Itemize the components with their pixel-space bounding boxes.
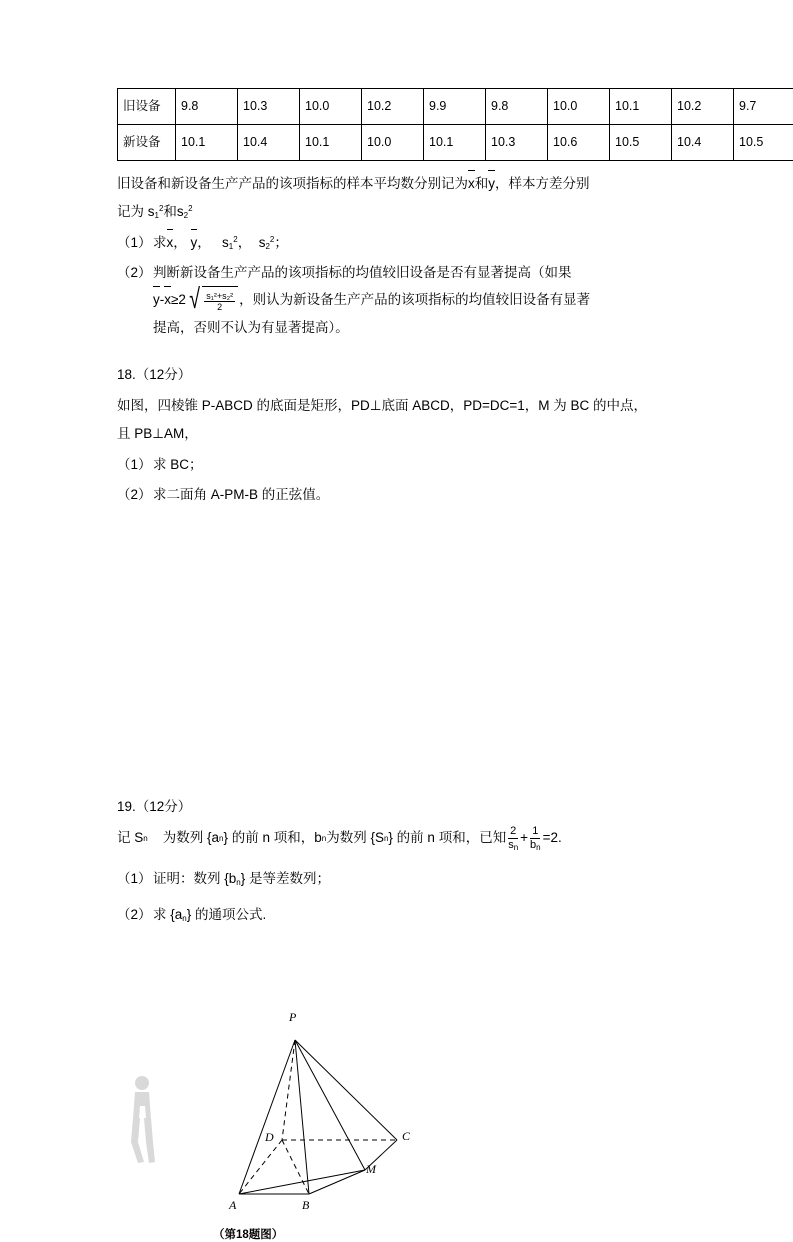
q17-inequality-prefix: ≥2: [171, 287, 186, 313]
table-cell: 10.5: [610, 125, 672, 161]
sn-sub: n: [514, 843, 518, 852]
s2-base: s: [177, 204, 184, 219]
s1-sup: 2: [233, 235, 237, 244]
q19-text-3: } 的前 n 项和，b: [223, 825, 321, 851]
square-root-symbol: [187, 286, 238, 314]
q19-number: 19.（12分）: [117, 795, 682, 815]
q17-lead-paragraph-2: [117, 199, 682, 225]
radicand: [202, 286, 238, 314]
pyramid-diagram: [157, 1022, 477, 1227]
vertex-label-P: P: [289, 1010, 296, 1025]
person-silhouette-icon: [122, 1074, 162, 1164]
s2-sup: 2: [188, 204, 192, 213]
s2-squared-symbol: [259, 235, 275, 250]
q19-text-4: 为数列 {S: [326, 825, 384, 851]
table-row: [118, 89, 793, 125]
table-cell: 9.7: [734, 89, 793, 125]
q17-item-1-number: （1）: [117, 230, 153, 256]
table-cell: 10.5: [734, 125, 793, 161]
s1-squared-symbol: [222, 235, 238, 250]
table-cell: 10.3: [238, 89, 300, 125]
q17-lead-text-c: ，样本方差分别: [495, 176, 590, 191]
page-content: [117, 88, 682, 929]
sn-base: s: [508, 839, 514, 851]
vertex-label-D: D: [265, 1130, 274, 1145]
q19-item-1-sub: n: [236, 878, 240, 887]
q19-item-2-text-a: 求 {a: [153, 907, 182, 922]
q18-item-1-number: （1）: [117, 452, 153, 478]
vertex-label-B: B: [302, 1198, 309, 1213]
q17-lead-text-a: 旧设备和新设备生产产品的该项指标的样本平均数分别记为: [117, 176, 468, 191]
q18-body-line2: 且 PB⊥AM，: [117, 421, 682, 447]
q18-body-line1: 如图，四棱锥 P-ABCD 的底面是矩形，PD⊥底面 ABCD，PD=DC=1，M 为 BC 的中点，: [117, 393, 682, 419]
q18-number: 18.（12分）: [117, 363, 682, 383]
q17-lead-paragraph: [117, 171, 682, 197]
q18-item-2: [117, 482, 682, 508]
q17-inequality-suffix: ，则认为新设备生产产品的该项指标的均值较旧设备有显著: [239, 287, 590, 313]
table-cell: 9.8: [176, 89, 238, 125]
row-header-old-equipment: 旧设备: [118, 89, 176, 125]
q19-sub-3: n: [322, 831, 326, 847]
q18-figure-caption: （第18题图）: [213, 1226, 283, 1242]
q19-item-1-text-a: 证明：数列 {b: [153, 871, 236, 886]
q17-item-2-number: （2）: [117, 260, 153, 286]
table-cell: 10.6: [548, 125, 610, 161]
table-cell: 10.1: [610, 89, 672, 125]
q17-item-2: [117, 260, 682, 286]
q19-text-1: 记 S: [117, 825, 143, 851]
fraction-1-over-bn: [528, 825, 543, 852]
variance-sum-numerator: s₁²+s₂²: [204, 291, 235, 302]
indicator-data-table: [117, 88, 793, 161]
vertex-label-M: M: [366, 1162, 376, 1177]
q17-item-2-body: 判断新设备生产产品的该项指标的均值较旧设备是否有显著提高（如果: [153, 260, 682, 286]
s2-sub: 2: [265, 242, 269, 251]
q19-item-2-body: [153, 902, 682, 928]
fraction-numerator: 1: [530, 825, 540, 839]
x-bar-symbol: x: [164, 287, 171, 313]
q18-item-1-text: 求 BC；: [153, 452, 682, 478]
table-cell: 10.3: [486, 125, 548, 161]
q17-item-2-tail: 提高，否则不认为有显著提高）。: [153, 315, 682, 341]
table-cell: 10.0: [362, 125, 424, 161]
q17-lead-text-b: 和: [475, 176, 489, 191]
q19-item-1-text-b: } 是等差数列；: [241, 871, 330, 886]
table-row: [118, 125, 793, 161]
q19-sub-4: n: [384, 831, 388, 847]
q19-item-1-body: [153, 866, 682, 892]
q17-lead-text-e: 和: [163, 204, 177, 219]
s1-sub: 1: [229, 242, 233, 251]
s1-squared-symbol: [148, 204, 164, 219]
s2-squared-symbol: [177, 204, 193, 219]
fraction-2-over-sn: [506, 825, 520, 852]
s1-base: s: [222, 235, 229, 250]
q18-item-1: [117, 452, 682, 478]
radical-sign: √: [189, 286, 200, 314]
q19-item-2-number: （2）: [117, 902, 153, 928]
table-cell: 10.4: [672, 125, 734, 161]
x-bar-symbol: x: [167, 230, 174, 256]
q17-item-2-formula-line: y - x ≥2 √ $\frac{\text{s₁²+s₂²}}{2}$ ，则认为新设备生产产品的该项指标的均值较旧设备有显著: [153, 286, 682, 314]
bn-base: b: [530, 839, 536, 851]
fraction-denominator: [506, 839, 520, 852]
s2-base: s: [259, 235, 266, 250]
y-bar-symbol: y: [153, 287, 160, 313]
q19-item-1: [117, 866, 682, 892]
q19-body: [117, 825, 682, 852]
q19-sub-1: n: [143, 831, 147, 847]
bn-sub: n: [536, 843, 540, 852]
q18-item-2-text: 求二面角 A-PM-B 的正弦值。: [153, 482, 682, 508]
fraction-numerator: 2: [508, 825, 518, 839]
q17-item-1: [117, 230, 682, 256]
y-bar-symbol: y: [191, 230, 198, 256]
q19-item-2: [117, 902, 682, 928]
table-cell: 10.0: [548, 89, 610, 125]
q17-item-1-body: 求x， y， $s_1^2$， $s_2^2$；: [153, 230, 682, 256]
table-cell: 10.1: [176, 125, 238, 161]
q17-item-1-text: 求: [153, 235, 167, 250]
q19-sub-2: n: [219, 831, 223, 847]
table-cell: 10.2: [362, 89, 424, 125]
vertex-label-A: A: [229, 1198, 236, 1213]
table-cell: 10.1: [424, 125, 486, 161]
q19-text-5: } 的前 n 项和，已知: [388, 825, 506, 851]
q19-text-2: 为数列 {a: [163, 825, 219, 851]
table-cell: 10.4: [238, 125, 300, 161]
vertex-label-C: C: [402, 1129, 410, 1144]
q18-figure: [117, 522, 682, 777]
table-cell: 10.2: [672, 89, 734, 125]
q18-item-2-number: （2）: [117, 482, 153, 508]
q19-item-2-text-b: } 的通项公式.: [187, 907, 267, 922]
row-header-new-equipment: 新设备: [118, 125, 176, 161]
s1-sub: 1: [155, 211, 159, 220]
q19-plus-sign: +: [520, 825, 528, 851]
q17-lead-text-d: 记为: [117, 204, 144, 219]
table-cell: 10.1: [300, 125, 362, 161]
s1-base: s: [148, 204, 155, 219]
y-bar-symbol: y: [488, 171, 495, 197]
table-cell: 9.8: [486, 89, 548, 125]
s2-sup: 2: [270, 235, 274, 244]
s1-sup: 2: [159, 204, 163, 213]
variance-sum-denominator: 2: [215, 302, 224, 312]
x-bar-symbol: x: [468, 171, 475, 197]
table-cell: 10.0: [300, 89, 362, 125]
q19-item-2-sub: n: [182, 914, 186, 923]
s2-sub: 2: [184, 211, 188, 220]
table-cell: 9.9: [424, 89, 486, 125]
q19-item-1-number: （1）: [117, 866, 153, 892]
fraction-denominator: [528, 839, 543, 852]
q19-equation-tail: =2.: [543, 825, 562, 851]
